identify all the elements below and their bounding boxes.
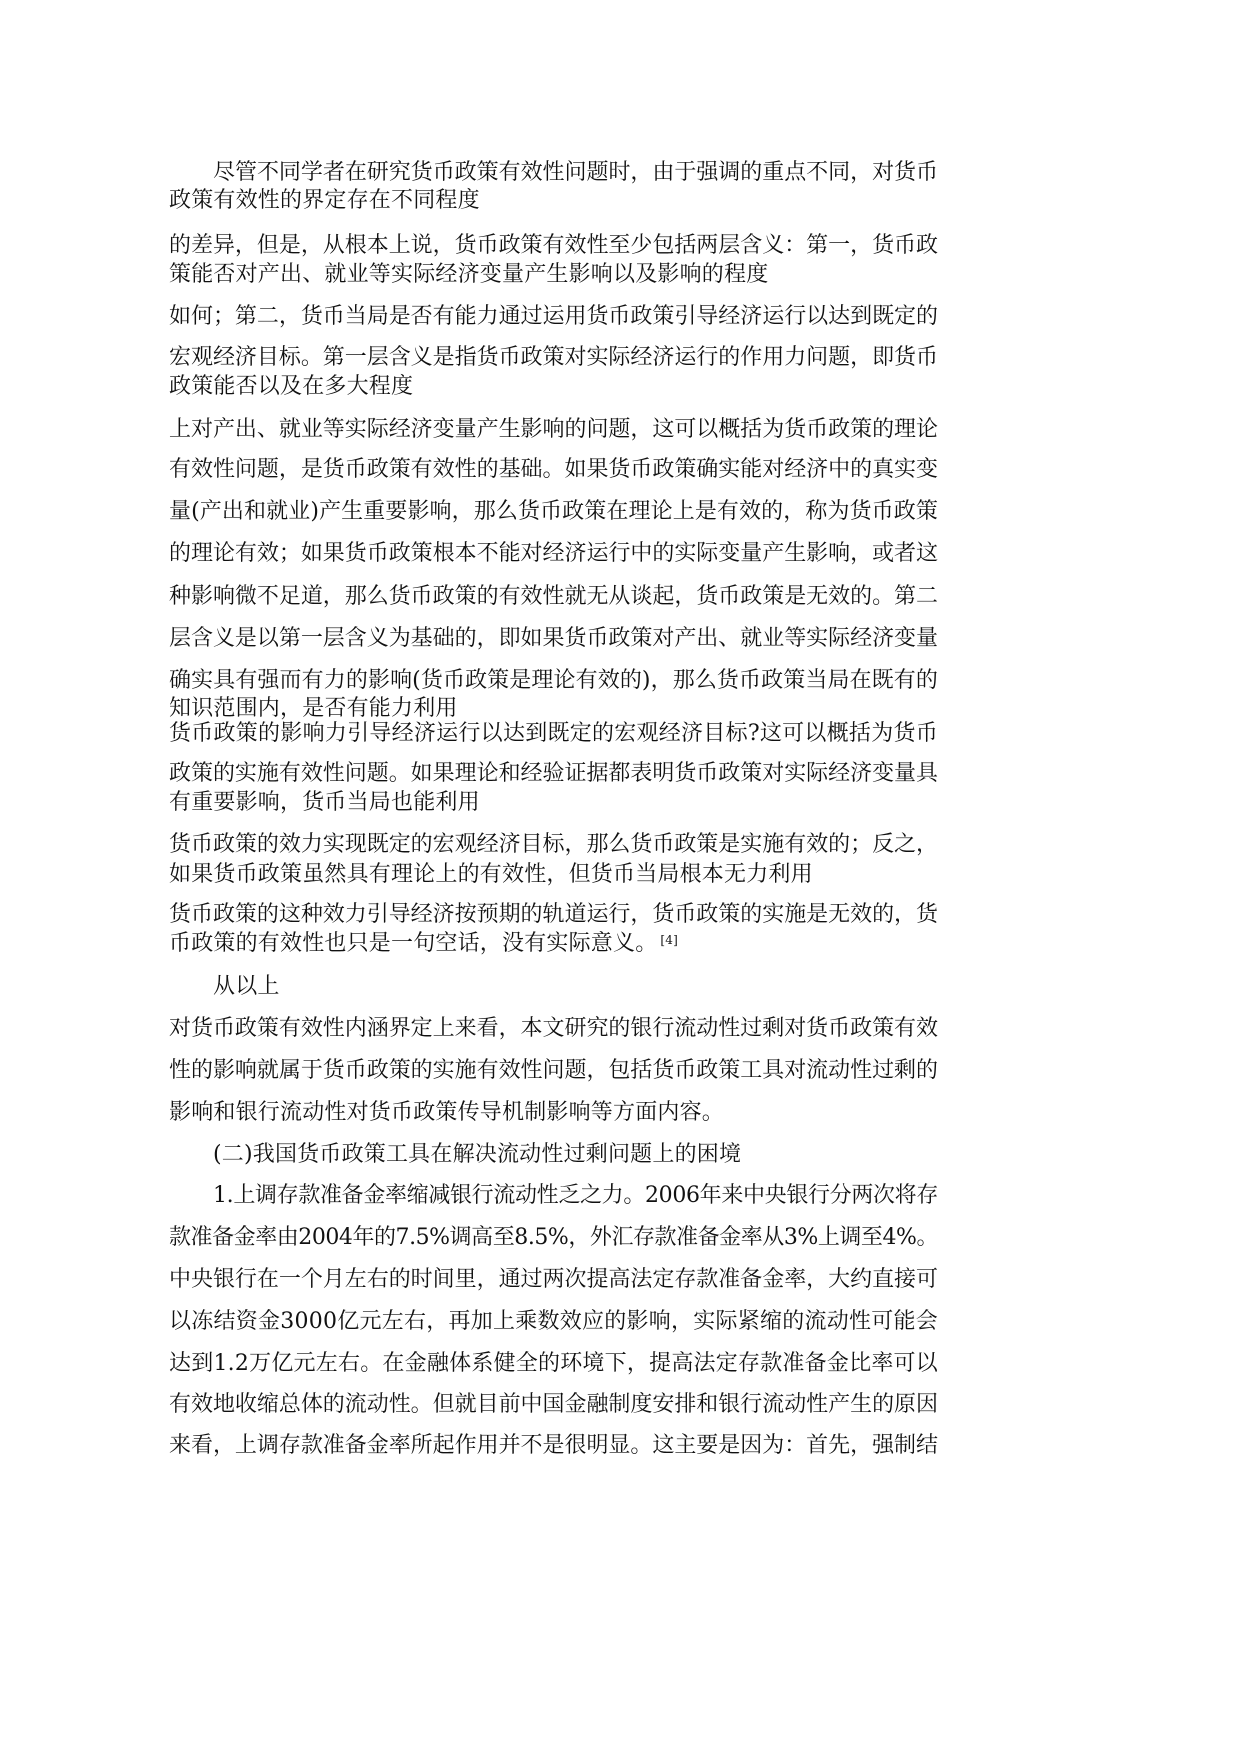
- text-line: 知识范围内，是否有能力利用: [169, 696, 458, 721]
- text-line: 币政策的有效性也只是一句空话，没有实际意义。 [4]: [169, 931, 679, 956]
- text-line: 货币政策的效力实现既定的宏观经济目标，那么货币政策是实施有效的；反之，: [169, 832, 938, 857]
- text-line: 如果货币政策虽然具有理论上的有效性，但货币当局根本无力利用: [169, 862, 813, 887]
- text-line: 货币政策的影响力引导经济运行以达到既定的宏观经济目标?这可以概括为货币: [169, 721, 938, 746]
- text-line: 如何；第二，货币当局是否有能力通过运用货币政策引导经济运行以达到既定的: [169, 304, 938, 329]
- text-line: 尽管不同学者在研究货币政策有效性问题时，由于强调的重点不同，对货币: [213, 160, 938, 185]
- text-line: 政策的实施有效性问题。如果理论和经验证据都表明货币政策对实际经济变量具: [169, 761, 938, 786]
- text-line: 的理论有效；如果货币政策根本不能对经济运行中的实际变量产生影响，或者这: [169, 541, 938, 566]
- text-line: 从以上: [213, 974, 280, 999]
- text-line: 的差异，但是，从根本上说，货币政策有效性至少包括两层含义：第一，货币政: [169, 233, 938, 258]
- text-line: 有效地收缩总体的流动性。但就目前中国金融制度安排和银行流动性产生的原因: [169, 1392, 938, 1417]
- text-line: 确实具有强而有力的影响(货币政策是理论有效的)，那么货币政策当局在既有的: [169, 668, 938, 693]
- text-line: 货币政策的这种效力引导经济按预期的轨道运行，货币政策的实施是无效的，货: [169, 902, 938, 927]
- text-line: 对货币政策有效性内涵界定上来看，本文研究的银行流动性过剩对货币政策有效: [169, 1016, 938, 1041]
- text-line: 有重要影响，货币当局也能利用: [169, 790, 480, 815]
- text-line: 量(产出和就业)产生重要影响，那么货币政策在理论上是有效的，称为货币政策: [169, 499, 938, 524]
- text-line: 宏观经济目标。第一层含义是指货币政策对实际经济运行的作用力问题，即货币: [169, 345, 938, 370]
- text-line: (二)我国货币政策工具在解决流动性过剩问题上的困境: [213, 1142, 742, 1167]
- text-line: 种影响微不足道，那么货币政策的有效性就无从谈起，货币政策是无效的。第二: [169, 584, 938, 609]
- text-line: 政策能否以及在多大程度: [169, 374, 414, 399]
- text-line: 款准备金率由2004年的7.5%调高至8.5%，外汇存款准备金率从3%上调至4%。: [169, 1225, 938, 1250]
- text-line: 以冻结资金3000亿元左右，再加上乘数效应的影响，实际紧缩的流动性可能会: [169, 1309, 938, 1334]
- text-line: 策能否对产出、就业等实际经济变量产生影响以及影响的程度: [169, 262, 769, 287]
- text-line: 上对产出、就业等实际经济变量产生影响的问题，这可以概括为货币政策的理论: [169, 417, 938, 442]
- citation-ref: [4]: [660, 933, 679, 947]
- text-line: 有效性问题，是货币政策有效性的基础。如果货币政策确实能对经济中的真实变: [169, 457, 938, 482]
- text-line: 影响和银行流动性对货币政策传导机制影响等方面内容。: [169, 1100, 725, 1125]
- text-line: 来看，上调存款准备金率所起作用并不是很明显。这主要是因为：首先，强制结: [169, 1433, 938, 1458]
- text-line: 1.上调存款准备金率缩减银行流动性乏之力。2006年来中央银行分两次将存: [213, 1183, 938, 1208]
- text-line: 中央银行在一个月左右的时间里，通过两次提高法定存款准备金率，大约直接可: [169, 1267, 938, 1292]
- text-line: 达到1.2万亿元左右。在金融体系健全的环境下，提高法定存款准备金比率可以: [169, 1351, 938, 1376]
- text-line: 层含义是以第一层含义为基础的，即如果货币政策对产出、就业等实际经济变量: [169, 626, 938, 651]
- text-line: 政策有效性的界定存在不同程度: [169, 188, 480, 213]
- text-line: 性的影响就属于货币政策的实施有效性问题，包括货币政策工具对流动性过剩的: [169, 1058, 938, 1083]
